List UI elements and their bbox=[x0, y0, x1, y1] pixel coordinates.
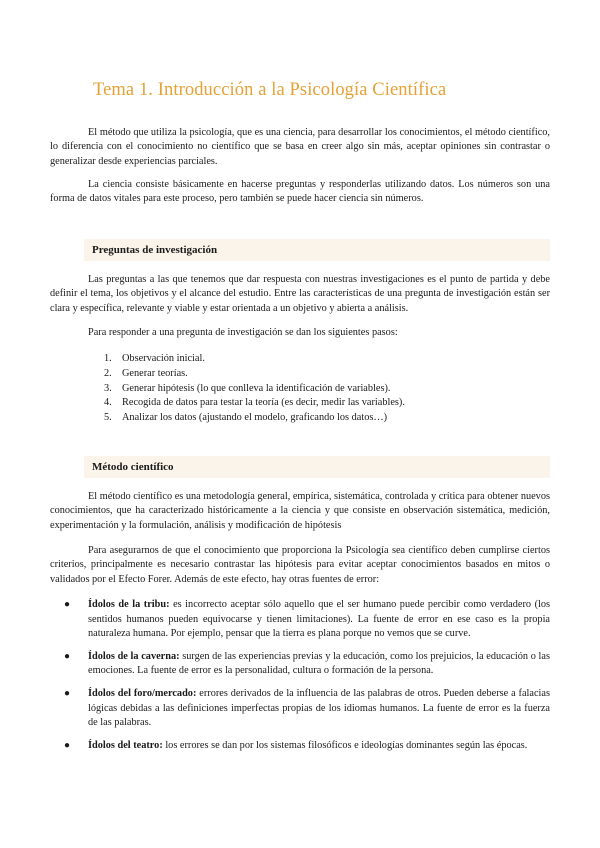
list-item bbox=[104, 352, 405, 367]
list-item-text: Observación inicial. bbox=[122, 353, 205, 364]
bullet-text: es incorrecto aceptar sólo aquello que el ser humano puede percibir como verdadero (los sentidos humanos pueden equivocarse y tienen limitaciones). La fuente de error en ese caso es la propia naturaleza humana. Por ejemplo, pensar que la tierra es plana porque no vemos que se curve. bbox=[88, 599, 551, 640]
bullet-text: errores derivados de la influencia de las palabras de otros. Pueden deberse a falacias lógicas debidas a las definiciones imperfectas propias de los idiomas humanos. La fuente de error es la fuerza de las palabras. bbox=[88, 687, 550, 729]
bullet-term: Ídolos de la caverna: bbox=[88, 650, 180, 662]
list-item bbox=[64, 739, 550, 754]
list-item bbox=[104, 411, 405, 426]
list-item-number: 2. bbox=[104, 367, 112, 379]
bullet-text: los errores se dan por los sistemas filosóficos e ideologías dominantes según las épocas. bbox=[162, 739, 528, 751]
intro-paragraph-1: El método que utiliza la psicología, que es una ciencia, para desarrollar los conocimientos, el método científico, lo diferencia con el conocimiento no científico que se basa en creer algo sin más, aceptar opiniones sin contrastar o generalizar desde experiencias parciales. bbox=[50, 127, 550, 167]
list-item bbox=[64, 650, 550, 679]
list-item-text: Analizar los datos (ajustando el modelo, graficando los datos…) bbox=[122, 412, 388, 424]
list-item-text: Recogida de datos para testar la teoría (es decir, medir las variables). bbox=[122, 397, 405, 409]
bullet-term: Ídolos de la tribu: bbox=[88, 599, 170, 610]
list-item bbox=[64, 598, 550, 642]
bullet-icon: ● bbox=[64, 599, 71, 610]
list-item bbox=[64, 687, 550, 731]
section-heading-scientific-method: Método científico bbox=[84, 456, 550, 478]
bullet-text: surgen de las experiencias previas y la educación, como los prejuicios, la educación o las emociones. La fuente de error es la personalidad, cultura o formación de la persona. bbox=[88, 650, 550, 677]
bullet-icon: ● bbox=[64, 687, 71, 699]
intro-paragraph-2: La ciencia consiste básicamente en hacerse preguntas y responderlas utilizando datos. Los números son una forma de datos vitales para este proceso, pero también se puede hacer ciencia sin números. bbox=[50, 179, 550, 205]
research-questions-paragraph: Las preguntas a las que tenemos que dar respuesta con nuestras investigaciones es el punto de partida y debe definir el tema, los objetivos y el alcance del estudio. Entre las características de una pregunta de investigación están ser clara y específica, relevante y viable y estar orientada a un objetivo y abierta a análisis. bbox=[50, 274, 550, 314]
bullet-term: Ídolos del foro/mercado: bbox=[88, 687, 197, 699]
list-item-number: 1. bbox=[104, 353, 112, 364]
bullet-term: Ídolos del teatro: bbox=[88, 739, 163, 751]
list-item bbox=[104, 396, 405, 411]
list-item-number: 3. bbox=[104, 382, 112, 394]
list-item-number: 4. bbox=[104, 397, 112, 409]
steps-intro-paragraph: Para responder a una pregunta de investigación se dan los siguientes pasos: bbox=[88, 327, 398, 338]
page-title: Tema 1. Introducción a la Psicología Científica bbox=[93, 80, 447, 100]
list-item bbox=[104, 382, 405, 397]
error-sources-list bbox=[64, 598, 550, 761]
error-sources-paragraph: Para asegurarnos de que el conocimiento que proporciona la Psicología sea científico deben cumplirse ciertos criterios, principalmente es necesario contrastar las hipótesis para evitar aceptar conocimientos basados en mitos o validados por el Efecto Forer. Además de este efecto, hay otras fuentes de error: bbox=[50, 545, 550, 585]
research-steps-list bbox=[104, 352, 405, 426]
list-item-text: Generar teorías. bbox=[122, 367, 188, 379]
scientific-method-paragraph: El método científico es una metodología general, empírica, sistemática, controlada y crítica para obtener nuevos conocimientos, que ha caracterizado históricamente a la ciencia y que consiste en observación sistemática, medición, experimentación y la formulación, análisis y modificación de hipótesis bbox=[50, 491, 550, 531]
list-item bbox=[104, 367, 405, 382]
list-item-number: 5. bbox=[104, 412, 112, 424]
section-heading-research-questions: Preguntas de investigación bbox=[84, 239, 550, 261]
bullet-icon: ● bbox=[64, 650, 71, 662]
bullet-icon: ● bbox=[64, 739, 71, 751]
list-item-text: Generar hipótesis (lo que conlleva la identificación de variables). bbox=[122, 382, 391, 394]
